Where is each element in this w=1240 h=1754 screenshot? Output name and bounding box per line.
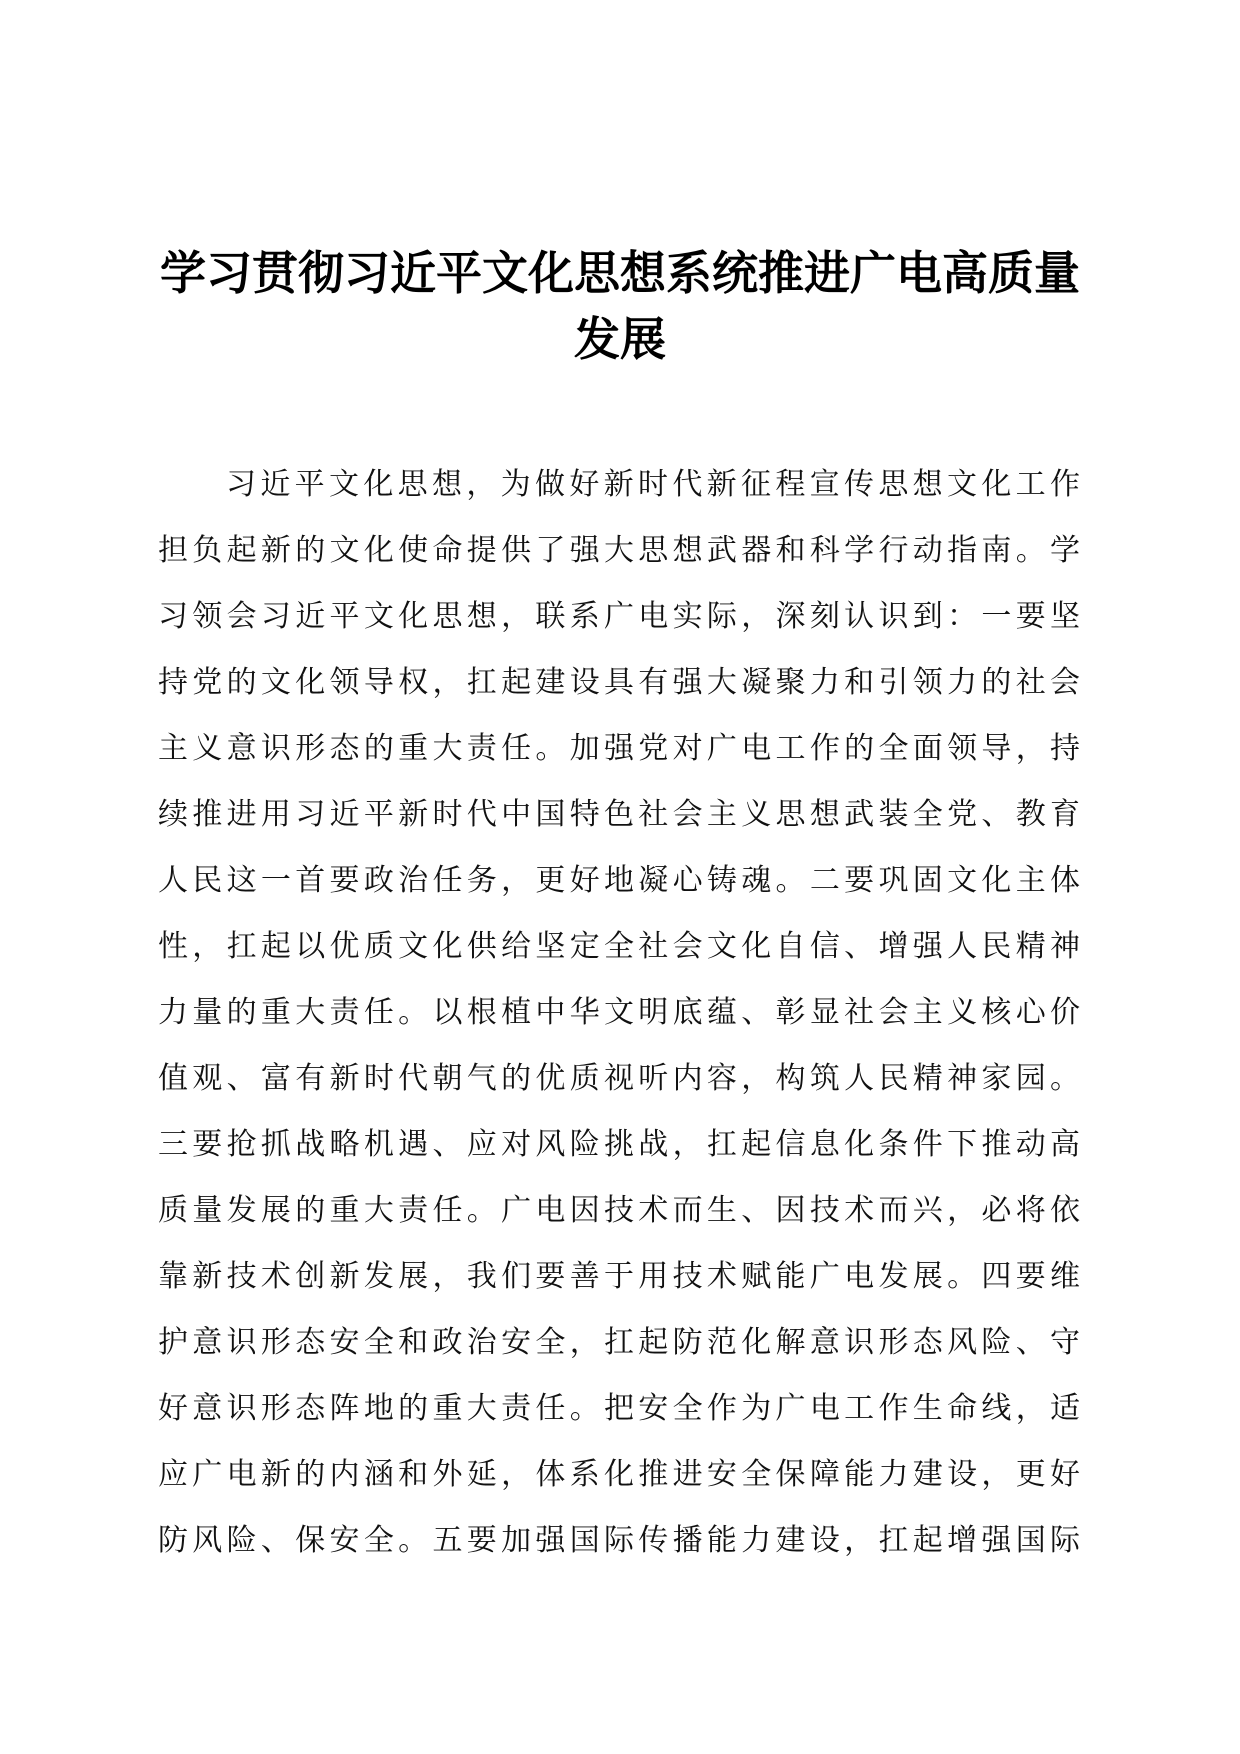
body-line: 习近平文化思想，为做好新时代新征程宣传思想文化工作: [226, 467, 1080, 502]
title-line-2: 发展: [574, 312, 666, 366]
body-line: 担负起新的文化使命提供了强大思想武器和科学行动指南。学: [158, 533, 1080, 568]
body-line: 习领会习近平文化思想，联系广电实际，深刻认识到：一要坚: [158, 599, 1080, 634]
body-paragraph: [158, 452, 1080, 1574]
body-line: 好意识形态阵地的重大责任。把安全作为广电工作生命线，适: [158, 1391, 1080, 1426]
body-line: 防风险、保安全。五要加强国际传播能力建设，扛起增强国际: [158, 1523, 1080, 1558]
body-line: 持党的文化领导权，扛起建设具有强大凝聚力和引领力的社会: [158, 665, 1080, 700]
body-line: 人民这一首要政治任务，更好地凝心铸魂。二要巩固文化主体: [158, 863, 1080, 898]
body-line: 性，扛起以优质文化供给坚定全社会文化自信、增强人民精神: [158, 929, 1080, 964]
body-line: 靠新技术创新发展，我们要善于用技术赋能广电发展。四要维: [158, 1259, 1080, 1294]
body-line: 续推进用习近平新时代中国特色社会主义思想武装全党、教育: [158, 797, 1080, 832]
body-line: 应广电新的内涵和外延，体系化推进安全保障能力建设，更好: [158, 1457, 1080, 1492]
title-line-1: 学习贯彻习近平文化思想系统推进广电高质量: [160, 246, 1080, 300]
body-line: 质量发展的重大责任。广电因技术而生、因技术而兴，必将依: [158, 1193, 1080, 1228]
body-line: 主义意识形态的重大责任。加强党对广电工作的全面领导，持: [158, 731, 1080, 766]
body-line: 值观、富有新时代朝气的优质视听内容，构筑人民精神家园。: [158, 1061, 1080, 1096]
body-line: 三要抢抓战略机遇、应对风险挑战，扛起信息化条件下推动高: [158, 1127, 1080, 1162]
body-line: 护意识形态安全和政治安全，扛起防范化解意识形态风险、守: [158, 1325, 1080, 1360]
document-title: [140, 240, 1100, 372]
body-line: 力量的重大责任。以根植中华文明底蕴、彰显社会主义核心价: [158, 995, 1080, 1030]
